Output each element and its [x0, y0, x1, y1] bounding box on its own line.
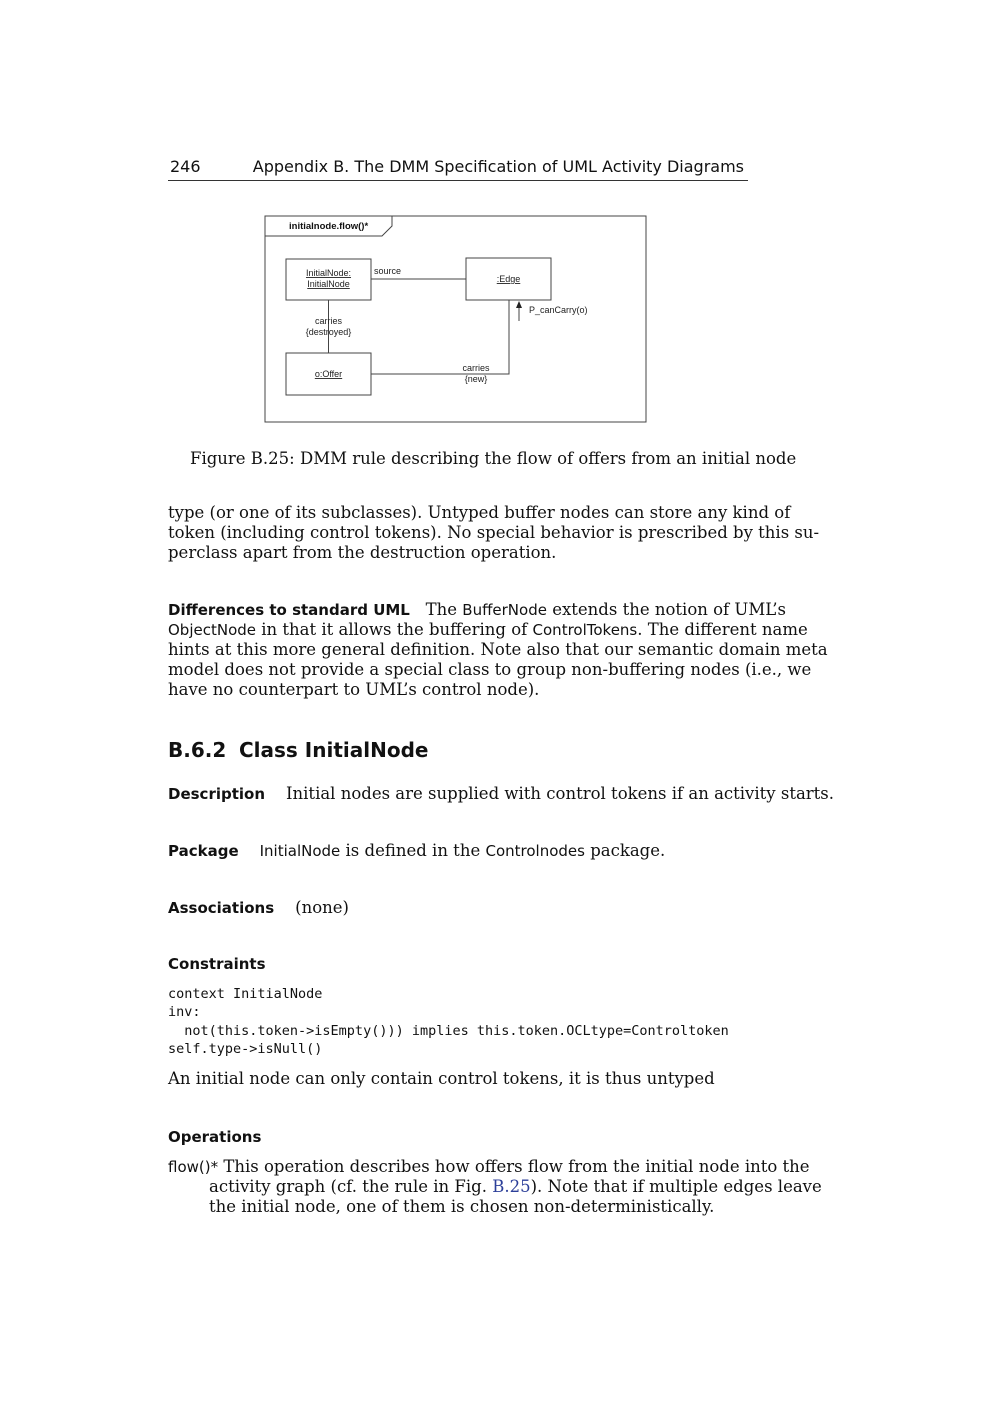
description-line	[168, 784, 835, 804]
class-initialnode: InitialNode	[259, 842, 341, 860]
description-paragraph	[168, 784, 835, 804]
differences-line-2	[168, 620, 808, 640]
node-offer-label: o:Offer	[314, 369, 343, 379]
node-initialnode-label-2: InitialNode	[307, 279, 350, 289]
package-line	[168, 841, 746, 861]
running-head	[168, 157, 748, 181]
figure-reference-link[interactable]: B.25	[492, 1177, 531, 1196]
differences-heading: Differences to standard UML	[168, 601, 410, 619]
constraints-note	[168, 1069, 746, 1089]
running-title: Appendix B. The DMM Specification of UML Activity Diagrams	[252, 157, 744, 176]
associations-text: (none)	[295, 898, 349, 917]
label-carries-new-1: carries	[462, 363, 490, 373]
operation-flow	[168, 1157, 822, 1217]
operation-line-1	[168, 1157, 810, 1177]
operations-heading: Operations	[168, 1128, 262, 1146]
code-line: self.type->isNull()	[168, 1040, 323, 1057]
package-paragraph	[168, 841, 746, 861]
frame-label: initialnode.flow()*	[289, 221, 369, 232]
intro-paragraph	[168, 503, 820, 563]
label-constraint: P_canCarry(o)	[529, 305, 588, 315]
package-controlnodes: Controlnodes	[485, 842, 585, 860]
differences-line-1	[168, 600, 786, 620]
operation-line-2	[168, 1177, 822, 1197]
package-heading: Package	[168, 842, 239, 860]
constraints-heading: Constraints	[168, 955, 266, 973]
intro-line-2: token (including control tokens). No special behavior is prescribed by this su-	[168, 523, 820, 542]
code-line: context InitialNode	[168, 986, 323, 1002]
constraint-arrow-head	[516, 301, 522, 308]
differences-text: The	[425, 600, 458, 619]
label-carries-destroyed-1: carries	[314, 316, 343, 326]
class-controltokens: ControlTokens	[532, 621, 638, 639]
code-line: not(this.token->isEmpty())) implies this.token.OCLtype=Controltoken	[168, 1022, 729, 1039]
operations-heading-wrap	[168, 1127, 746, 1147]
constraints-code	[168, 985, 729, 1058]
package-text: is defined in the	[345, 841, 481, 860]
associations-paragraph	[168, 898, 746, 918]
differences-text: extends the notion of UML’s	[552, 600, 786, 619]
intro-line-1: type (or one of its subclasses). Untyped buffer nodes can store any kind of	[168, 503, 791, 522]
differences-line-5: have no counterpart to UML’s control node).	[168, 680, 540, 699]
figure-caption: Figure B.25: DMM rule describing the flow of offers from an initial node	[190, 449, 797, 468]
operation-text: ). Note that if multiple edges leave	[530, 1177, 822, 1196]
node-initialnode-label-1: InitialNode:	[305, 268, 352, 278]
associations-line	[168, 898, 746, 918]
class-objectnode: ObjectNode	[168, 621, 257, 639]
operation-name: flow()*	[168, 1158, 219, 1176]
class-buffernode: BufferNode	[462, 601, 547, 619]
intro-line-3: perclass apart from the destruction operation.	[168, 543, 557, 562]
section-heading	[168, 738, 428, 762]
section-number: B.6.2	[168, 738, 227, 762]
label-carries-new-2: {new}	[464, 374, 488, 384]
node-edge-label: :Edge	[496, 274, 521, 284]
page-number: 246	[170, 157, 201, 176]
figure-dmm-rule	[264, 215, 648, 423]
associations-heading: Associations	[168, 899, 275, 917]
description-heading: Description	[168, 785, 266, 803]
differences-text: in that it allows the buffering of	[261, 620, 528, 639]
differences-text: . The different name	[637, 620, 808, 639]
label-carries-destroyed-2: {destroyed}	[305, 327, 352, 337]
operation-text: activity graph (cf. the rule in Fig.	[209, 1177, 487, 1196]
differences-line-4: model does not provide a special class to group non-buffering nodes (i.e., we	[168, 660, 812, 679]
constraints-heading-wrap	[168, 954, 746, 974]
operation-text: This operation describes how offers flow from the initial node into the	[223, 1157, 810, 1176]
differences-paragraph	[168, 600, 828, 700]
code-line: inv:	[168, 1004, 201, 1021]
package-text: package.	[590, 841, 666, 860]
differences-line-3: hints at this more general definition. Note also that our semantic domain meta	[168, 640, 828, 659]
description-text: Initial nodes are supplied with control tokens if an activity starts.	[286, 784, 835, 803]
operation-line-3: the initial node, one of them is chosen non-deterministically.	[209, 1197, 715, 1216]
constraints-note-text: An initial node can only contain control tokens, it is thus untyped	[168, 1069, 715, 1088]
label-source: source	[374, 266, 402, 276]
section-title: Class InitialNode	[239, 738, 429, 762]
